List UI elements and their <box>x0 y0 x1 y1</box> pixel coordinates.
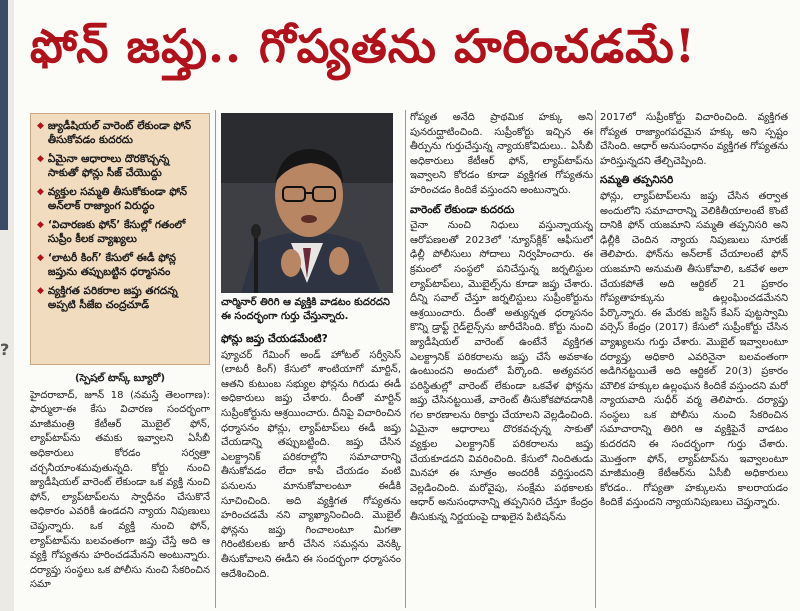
headline: ఫోన్ జప్తు.. గోప్యతను హరించడమే! <box>30 19 696 73</box>
diamond-bullet-icon: ◆ <box>37 286 44 296</box>
diamond-bullet-icon: ◆ <box>37 220 44 230</box>
column-2-text: ప్యూచర్ గేమింగ్ అండ్ హోటల్ సర్వీసెస్ (లాటరీ కింగ్) కేసులో శాంటియాగో మార్టిన్, ఆతని కుటుంబ సభ్యుల ఫోన్లను గిరుడు ఈడీ అధికారులు జప్తు చేశారు. దీంతో మార్టిన్ సుప్రీంకోర్టును ఆశ్రయించారు. దీనిపై విచారించిన ధర్మాసనం ఫోన్లు, ల్యాప్‌టాప్‌లు ఈడీ జప్తు చేయడాన్ని తప్పుబట్టింది. జప్తు చేసిన ఎలక్ట్రానిక్ పరికరాల్లోని సమాచారాన్ని తీసుకోవడం లేదా కాపీ చేయడం వంటి పనులను మానుకోవాలంటూ ఈడీకి సూచించింది. అది వ్యక్తిగత గోప్యతను హరించడమే నని వ్యాఖ్యానించింది. మొబైల్ ఫోన్లను జప్తు గించాలంటూ మిగతా గిరింటికులకు జారీ చేసిన సమన్లను వెనక్కి తీసుకోవాలని ఈడీని ఈ సందర్భంగా ధర్మాసనం ఆదేశించింది. <box>221 349 401 580</box>
highlight-item: ◆ జ్యుడీషియల్ వారెంట్ లేకుండా ఫోన్ తీసుకోవడం కుదరదు <box>37 120 191 146</box>
diamond-bullet-icon: ◆ <box>37 253 44 263</box>
highlight-item: ◆ వ్యక్తుల సమ్మతి తీసుకోకుండా ఫోన్ అన్‌లాక్ రాజ్యాంగ విరుద్ధం <box>37 186 187 212</box>
diamond-bullet-icon: ◆ <box>37 154 44 164</box>
column-1-text: హైదరాబాద్, జూన్ 18 (నమస్తే తెలంగాణ): ఫార్ములా-ఈ కేసు విచారణ సందర్భంగా మాజీమంత్రి కేటీఆర్ మొబైల్ ఫోన్, ల్యాప్‌టాప్‌ను తమకు ఇవ్వాలని ఏసీబీ అధికారులు కోరడం సర్వత్రా చర్చనీయాంశమవుతున్నది. కోర్టు నుంచి జ్యుడీషియల్ వారెంట్ లేకుండా ఒక వ్యక్తి నుంచి ఫోన్, ల్యాప్‌టాప్‌లను స్వాధీనం చేసుకొనే అధికారం ఎవరికీ ఉండదని న్యాయ నిపుణులు చెప్తున్నారు. ఒక వ్యక్తి నుంచి ఫోన్, ల్యాప్‌టాప్‌ను బలవంతంగా జప్తు చేస్తే అది ఆ వ్యక్తి గోప్యతను హరించడమేనని అంటున్నారు. దర్యాప్తు సంస్థలు ఒక పోలీసు నుంచి సేకరించిన సమా <box>30 389 210 591</box>
column-3-subhead: వారెంట్ లేకుండా కుదరదు <box>410 203 515 216</box>
adjacent-text-fragment: ? <box>0 340 10 359</box>
portrait-photo <box>221 113 393 293</box>
adjacent-photo-fragment <box>0 0 8 230</box>
highlights-box <box>30 113 210 365</box>
column-3 <box>410 111 593 608</box>
diamond-bullet-icon: ◆ <box>37 121 44 131</box>
column-4-text-b: ఫోన్లు, ల్యాప్‌టాప్‌లను జప్తు చేసిన తర్వాత అందులోని సమాచారాన్ని వెలికితీయాలంటే కొంటే దానికి ఫోన్ యజమాని సమ్మతి తప్పనిసరి అని ఢిల్లీకి చెందిన న్యాయ నిపుణులు సూరజ్ తెలిపారు. ఫోన్‌ను అన్‌లాక్ చేయాలంటే ఫోన్ యజమాని అనుమతి తీసుకోవాలి, ఒకవేళ అలా చేయకపోతే అది ఆర్టికల్ 21 ప్రకారం గోప్యతాహక్కును ఉల్లంఘించడమేనని పేర్కొన్నారు. ఈ మేరకు జస్టిస్ కేఎస్ పుట్టస్వామి వర్సెస్ కేంద్రం (2017) కేసులో సుప్రీంకోర్టు చేసిన వ్యాఖ్యలను గుర్తు చేశారు. మొబైల్ ఇవ్వాలంటూ దర్యాప్తు అధికారి ఎవరినైనా బలవంతంగా అడిగినట్టయితే అది ఆర్టికల్ 20(3) ప్రకారం మౌలిక హక్కుల ఉల్లంఘన కిందికే వస్తుందని మరో న్యాయవాది సుధీర్ వర్మ తెలిపారు. దర్యాప్తు సంస్థలు ఒక పోలీసు నుంచి సేకరించిన సమాచారాన్ని తిరిగి ఆ వ్యక్తిపైనే వాడటం కుదరదని ఈ సందర్భంగా గుర్తు చేశారు. మొత్తంగా ఫోన్, ల్యాప్‌టాప్‌ను ఇవ్వాలంటూ మాజీమంత్రి కేటీఆర్‌ను ఏసీబీ అధికారులు కోరడం.. గోప్యతా హక్కులను కాలరాయడం కిందికే వస్తుందని న్యాయనిపుణులు చెప్తున్నారు. <box>600 190 788 509</box>
diamond-bullet-icon: ◆ <box>37 187 44 197</box>
photo-caption: చార్మినార్ తిరిగి ఆ వ్యక్తికి వాడటం కుదరదని ఈ సందర్భంగా గుర్తు చేస్తున్నారు. <box>221 297 390 322</box>
highlight-item: ◆ ఏమైనా ఆధారాలు దొరకొచ్చన్న సాకుతో ఫోన్లు సీజ్ చేయొద్దు <box>37 153 170 179</box>
highlight-item: ◆ ‘లాటరీ కింగ్’ కేసులో ఈడీ ఫోన్ల జప్తును తప్పుబట్టిన ధర్మాసనం <box>37 252 177 278</box>
judge-portrait-image <box>221 113 393 293</box>
column-2-subhead: ఫోన్లు జప్తు చేయడమేంటి? <box>221 333 328 345</box>
byline: (స్పెషల్ టాస్క్ బ్యూరో) <box>74 373 166 384</box>
column-1 <box>30 368 210 606</box>
column-4 <box>600 111 788 608</box>
column-divider <box>595 110 596 608</box>
highlight-item: ◆ ‘విచారణకు ఫోన్’ కేసుల్లో గతంలో సుప్రీం కీలక వ్యాఖ్యలు <box>37 219 186 245</box>
column-4-subhead: సమ్మతి తప్పనిసరి <box>600 174 674 187</box>
column-2 <box>221 328 401 608</box>
column-divider <box>215 110 216 608</box>
adjacent-article-edge <box>0 0 14 611</box>
highlight-item: ◆ వ్యక్తిగత పరికరాల జప్తు తగదన్న అప్పటి సీజేఐ చంద్రచూడ్ <box>37 285 178 311</box>
column-4-text-a: 2017లో సుప్రీంకోర్టు విచారించింది. వ్యక్తిగత గోప్యత రాజ్యాంగపరమైన హక్కు అని స్పష్టం చేసింది. ఆధార్ అనుసంధానం వ్యక్తిగత గోప్యతను హరిస్తున్నదని తేల్చిచెప్పింది. <box>600 112 788 167</box>
column-3-text-a: గోప్యత అనేది ప్రాథమిక హక్కు అని పునరుద్ఘాటించింది. సుప్రీంకోర్టు ఇచ్చిన ఈ తీర్పును గుర్తుచేస్తున్న న్యాయకోవిదులు.. ఏసీబీ అధికారులు కేటీఆర్ ఫోన్, ల్యాప్‌టాప్‌ను ఇవ్వాలని కోరడం కూడా వ్యక్తిగత గోప్యతను హరించడం కిందికే వస్తుందని అంటున్నారు. <box>410 112 593 196</box>
column-divider <box>405 110 406 608</box>
column-3-text-b: చైనా నుంచి నిధులు వస్తున్నాయన్న ఆరోపణలతో 2023లో ‘న్యూస్‌క్లిక్’ ఆఫీసులో ఢిల్లీ పోలీసులు సోదాలు నిర్వహించారు. ఈ క్రమంలో సంస్థలో పనిచేస్తున్న జర్నలిస్టుల ల్యాప్‌టాప్‌లు, మొబైల్స్‌ను కూడా జప్తు చేశారు. దీన్ని సవాల్ చేస్తూ జర్నలిస్టులు సుప్రీంకోర్టును ఆశ్రయించారు. దీంతో అత్యున్నత ధర్మాసనం కొన్ని డ్రాఫ్ట్ గైడ్‌లైన్స్‌ను జారీచేసింది. కోర్టు నుంచి జ్యుడీషియల్ వారెంట్ ఉంటేనే వ్యక్తిగత ఎలక్ట్రానిక్ పరికరాలను జప్తు చేసే అవకాశం ఉంటుందని అందులో పేర్కొంది. అత్యవసర పరిస్థితుల్లో వారెంట్ లేకుండా ఒకవేళ ఫోన్లను జప్తు చేసినట్టయితే, వారెంట్ తీసుకోకపోవడానికి గల కారణాలను రికార్డు చేయాలని వెల్లడించింది. ఏమైనా ఆధారాలు దొరకవచ్చన్న సాకుతో వ్యక్తుల ఎలక్ట్రానిక్ పరికరాలను జప్తు చేయకూడదని వివరించింది. కేసులో నిందితుడు మినహా ఈ సూత్రం అందరికీ వర్తిస్తుందని వెల్లడించింది. మరోవైపు, సంక్షేమ పథకాలకు ఆధార్ అనుసంధానాన్ని తప్పనిసరి చేస్తూ కేంద్రం తీసుకున్న నిర్ణయంపై దాఖలైన పిటిషన్‌ను <box>410 220 593 524</box>
